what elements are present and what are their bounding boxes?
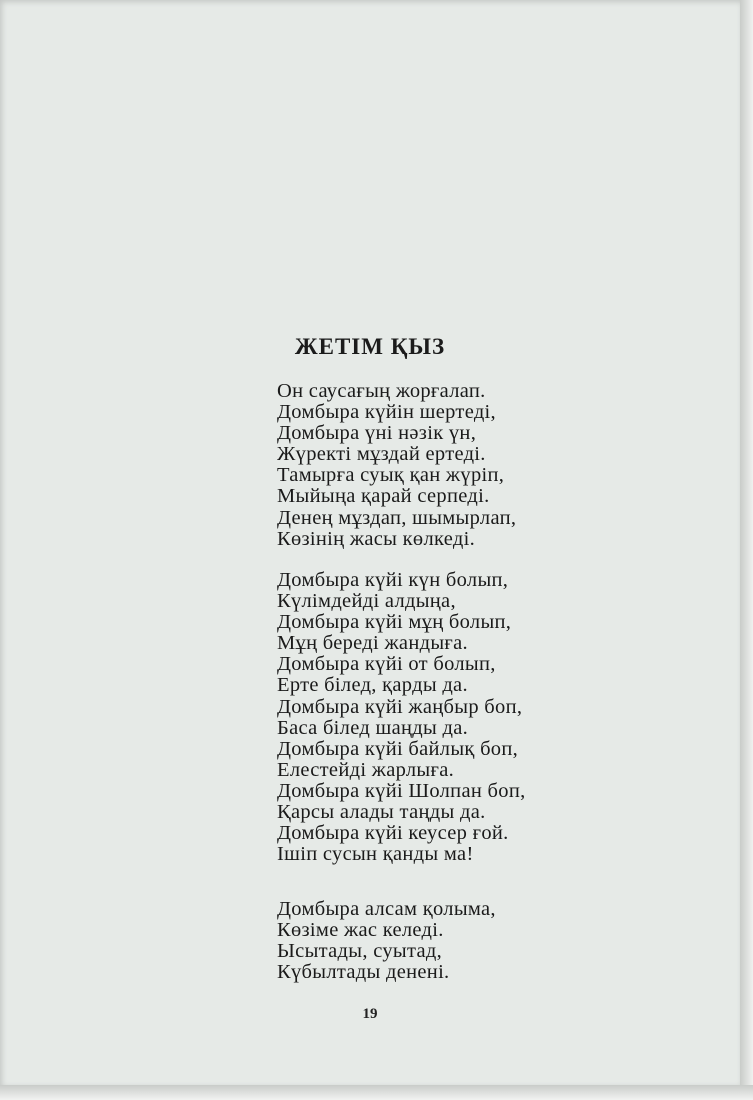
poem-line: Денең мұздап, шымырлап, [277, 506, 517, 529]
poem-line: Көзіме жас келеді. [277, 919, 444, 942]
poem-line: Көзінің жасы көлкеді. [277, 527, 476, 550]
poem-line: Мыйыңа қарай серпеді. [277, 485, 490, 508]
poem-line: Домбыра күйі жаңбыр боп, [277, 695, 523, 718]
poem-line: Күбылтады денені. [277, 961, 450, 984]
poem-title: ЖЕТІМ ҚЫЗ [294, 334, 446, 359]
poem-line: Күлімдейді алдыңа, [277, 590, 456, 613]
poem-line: Домбыра күйі Шолпан боп, [277, 779, 526, 802]
stanza-3 [277, 899, 496, 983]
poem-line: Домбыра үні нәзік үн, [277, 422, 477, 445]
page-edge-right [740, 0, 753, 1100]
poem-line: Домбыра күйі байлық боп, [277, 737, 519, 760]
poem-line: Ішіп сусын қанды ма! [277, 843, 474, 866]
page-number: 19 [362, 1006, 378, 1022]
stanza-1 [277, 381, 516, 550]
poem-line: Баса білед шаңды да. [277, 716, 469, 739]
poem-line: Қарсы алады таңды да. [277, 801, 486, 824]
stanza-2 [277, 570, 526, 865]
poem-line: Мұң береді жандыға. [277, 632, 468, 655]
poem-line: Домбыра күйін шертеді, [277, 401, 496, 424]
poem-line: Домбыра күйі күн болып, [277, 569, 509, 591]
poem-line: Домбыра алсам қолыма, [277, 898, 496, 920]
poem-line: Ерте білед, қарды да. [277, 674, 468, 697]
poem-line: Елестейді жарлыға. [277, 758, 455, 781]
poem-line: Жүректі мұздай ертеді. [277, 443, 486, 466]
poem-line: Ысытады, суытад, [277, 940, 443, 963]
poem-line: Домбыра күйі мұң болып, [277, 611, 512, 634]
poem-line: Домбыра күйі кеусер ғой. [277, 822, 509, 845]
poem-line: Домбыра күйі от болып, [277, 653, 496, 676]
poem-line: Он саусағың жорғалап. [277, 380, 486, 402]
page-edge-bottom [0, 1085, 753, 1100]
poem-line: Тамырға суық қан жүріп, [277, 464, 505, 487]
